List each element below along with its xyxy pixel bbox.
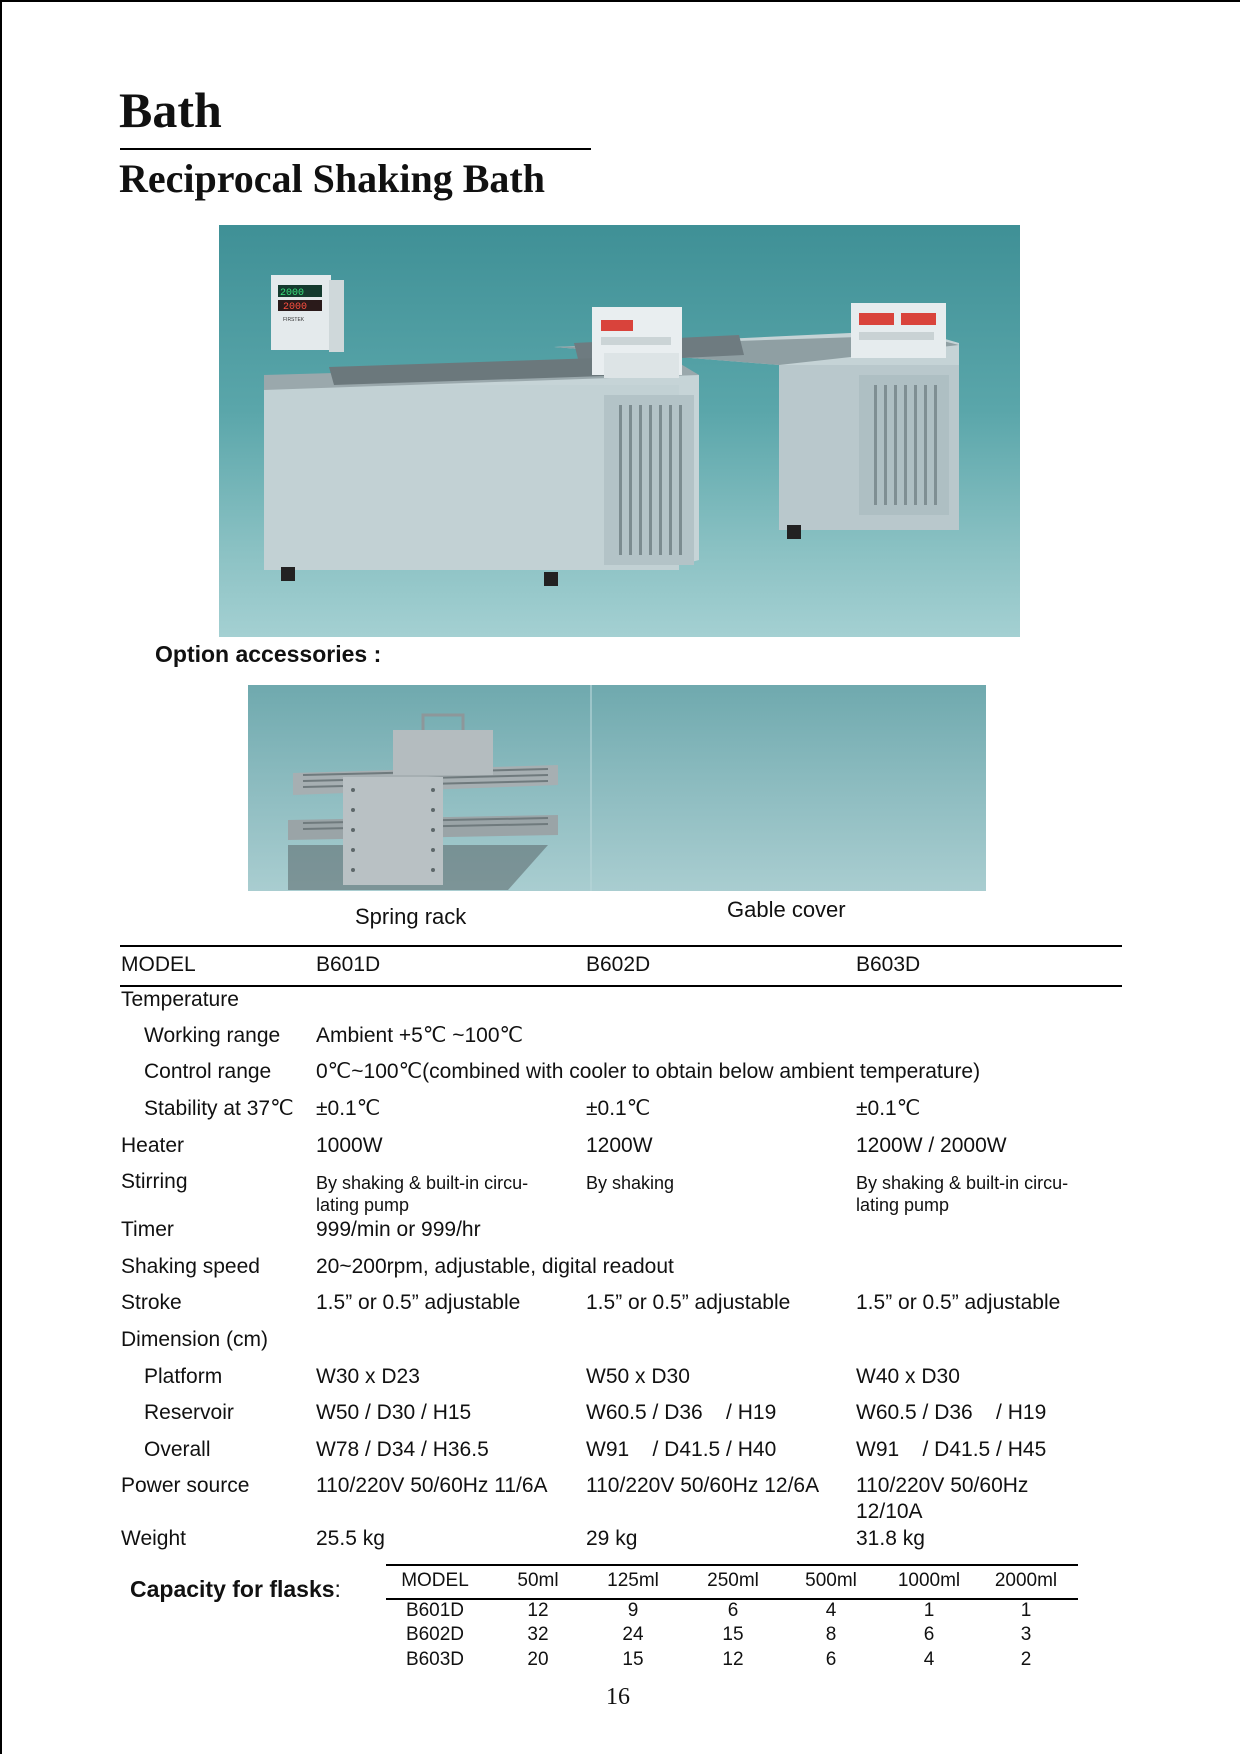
spec-label-reservoir: Reservoir (144, 1401, 234, 1424)
capacity-header-1000ml: 1000ml (897, 1570, 961, 1591)
product-title: Reciprocal Shaking Bath (119, 156, 545, 201)
capacity-cell: B601D (405, 1600, 465, 1621)
capacity-cell: 6 (923, 1624, 935, 1645)
controller-brand-label: FIRSTEK (283, 317, 305, 323)
spec-value-stability-2: ±0.1℃ (586, 1097, 651, 1120)
spec-label-control-range: Control range (144, 1060, 272, 1083)
spec-value-working-range: Ambient +5℃ ~100℃ (316, 1024, 524, 1047)
capacity-cell: B602D (405, 1624, 465, 1645)
spec-value-stirring-3: By shaking & built-in circu-lating pump (856, 1173, 1069, 1215)
capacity-label-suffix: : (334, 1576, 341, 1602)
capacity-cell: 32 (527, 1624, 549, 1645)
spec-value-heater-2: 1200W (586, 1134, 653, 1157)
capacity-cell: 12 (527, 1600, 549, 1621)
capacity-cell: 6 (825, 1649, 837, 1670)
spec-value-overall-2: W91 / D41.5 / H40 (586, 1438, 777, 1461)
spec-value-reservoir-1: W50 / D30 / H15 (316, 1401, 472, 1424)
capacity-cell: 8 (825, 1624, 837, 1645)
spec-value-reservoir-2: W60.5 / D36 / H19 (586, 1401, 777, 1424)
spec-label-stirring: Stirring (121, 1170, 188, 1193)
capacity-cell: 15 (722, 1624, 744, 1645)
capacity-cell: 15 (622, 1649, 644, 1670)
spec-label-platform: Platform (144, 1365, 223, 1388)
spec-value-platform-2: W50 x D30 (586, 1365, 690, 1388)
shaking-bath-product-photo (219, 225, 1020, 637)
spec-value-overall-1: W78 / D34 / H36.5 (316, 1438, 489, 1461)
capacity-header-250ml: 250ml (707, 1570, 759, 1591)
spec-label-stroke: Stroke (121, 1291, 182, 1314)
spec-label-shaking-speed: Shaking speed (121, 1255, 260, 1278)
front-bath-unit (264, 275, 699, 586)
spec-value-power-source-3-line2: 12/10A (856, 1500, 923, 1523)
spec-label-stability: Stability at 37℃ (144, 1097, 294, 1120)
accessories-illustration (248, 685, 986, 891)
capacity-cell: 4 (825, 1600, 837, 1621)
capacity-label (130, 1576, 341, 1603)
spec-value-reservoir-3: W60.5 / D36 / H19 (856, 1401, 1047, 1424)
capacity-cell: 4 (923, 1649, 935, 1670)
spec-label-dimension: Dimension (cm) (121, 1328, 269, 1351)
capacity-label-text: Capacity for flasks (130, 1576, 335, 1602)
spec-value-weight-3: 31.8 kg (856, 1527, 925, 1550)
controller-readout-top: 2000 (280, 288, 305, 299)
spec-table-header-rule (120, 985, 1122, 987)
capacity-cell: 3 (1020, 1624, 1032, 1645)
spec-value-heater-1: 1000W (316, 1134, 383, 1157)
spec-value-stirring-2: By shaking (586, 1173, 675, 1193)
capacity-cell: 9 (627, 1600, 639, 1621)
spec-value-power-source-2: 110/220V 50/60Hz 12/6A (586, 1474, 820, 1497)
capacity-header-500ml: 500ml (805, 1570, 857, 1591)
spec-value-power-source-3: 110/220V 50/60Hz (856, 1474, 1029, 1497)
section-title: Bath (119, 82, 222, 138)
capacity-cell: 1 (923, 1600, 935, 1621)
title-divider (120, 148, 591, 150)
spec-label-temperature: Temperature (121, 988, 239, 1011)
spec-header-model-3: B603D (856, 953, 921, 976)
spec-value-weight-2: 29 kg (586, 1527, 638, 1550)
spec-value-stability-3: ±0.1℃ (856, 1097, 921, 1120)
spec-header-model-2: B602D (586, 953, 651, 976)
spec-value-overall-3: W91 / D41.5 / H45 (856, 1438, 1047, 1461)
spec-value-stirring-1: By shaking & built-in circu-lating pump (316, 1173, 529, 1215)
spec-value-stroke-2: 1.5” or 0.5” adjustable (586, 1291, 791, 1314)
spec-label-timer: Timer (121, 1218, 174, 1241)
page-border-left (0, 0, 2, 1754)
spec-label-heater: Heater (121, 1134, 185, 1157)
spec-value-heater-3: 1200W / 2000W (856, 1134, 1007, 1157)
spec-value-shaking-speed: 20~200rpm, adjustable, digital readout (316, 1255, 674, 1278)
shaking-bath-illustration (219, 225, 1020, 637)
capacity-header-model: MODEL (401, 1570, 469, 1591)
capacity-header-50ml: 50ml (517, 1570, 559, 1591)
accessories-photo (248, 685, 986, 891)
spec-label-weight: Weight (121, 1527, 186, 1550)
spec-header-model-label: MODEL (121, 953, 196, 976)
capacity-cell: 1 (1020, 1600, 1032, 1621)
spec-value-stability-1: ±0.1℃ (316, 1097, 381, 1120)
spec-label-power-source: Power source (121, 1474, 250, 1497)
accessory-caption-spring-rack: Spring rack (355, 904, 467, 929)
spec-value-stroke-3: 1.5” or 0.5” adjustable (856, 1291, 1061, 1314)
spec-value-stroke-1: 1.5” or 0.5” adjustable (316, 1291, 521, 1314)
spec-value-timer: 999/min or 999/hr (316, 1218, 481, 1241)
spec-table-top-rule (120, 945, 1122, 947)
capacity-cell: 6 (727, 1600, 739, 1621)
spring-rack-photo (288, 715, 558, 890)
accessory-caption-gable-cover: Gable cover (727, 897, 846, 922)
capacity-cell: 20 (527, 1649, 549, 1670)
spec-value-platform-3: W40 x D30 (856, 1365, 960, 1388)
spec-header-model-1: B601D (316, 953, 381, 976)
controller-readout-bottom: 2000 (283, 302, 308, 313)
capacity-cell: 24 (622, 1624, 644, 1645)
spec-label-working-range: Working range (144, 1024, 281, 1047)
spec-value-platform-1: W30 x D23 (316, 1365, 420, 1388)
spec-value-control-range: 0℃~100℃(combined with cooler to obtain below ambient temperature) (316, 1060, 981, 1083)
capacity-header-2000ml: 2000ml (994, 1570, 1058, 1591)
capacity-cell: 12 (722, 1649, 744, 1670)
spec-value-weight-1: 25.5 kg (316, 1527, 385, 1550)
page-border-top (0, 0, 1240, 2)
option-accessories-heading: Option accessories : (155, 641, 382, 667)
capacity-header-125ml: 125ml (607, 1570, 659, 1591)
capacity-table-top-rule (386, 1564, 1078, 1566)
capacity-cell: B603D (405, 1649, 465, 1670)
page-number: 16 (606, 1684, 630, 1710)
capacity-cell: 2 (1020, 1649, 1032, 1670)
spec-label-overall: Overall (144, 1438, 211, 1461)
spec-value-power-source-1: 110/220V 50/60Hz 11/6A (316, 1474, 548, 1497)
